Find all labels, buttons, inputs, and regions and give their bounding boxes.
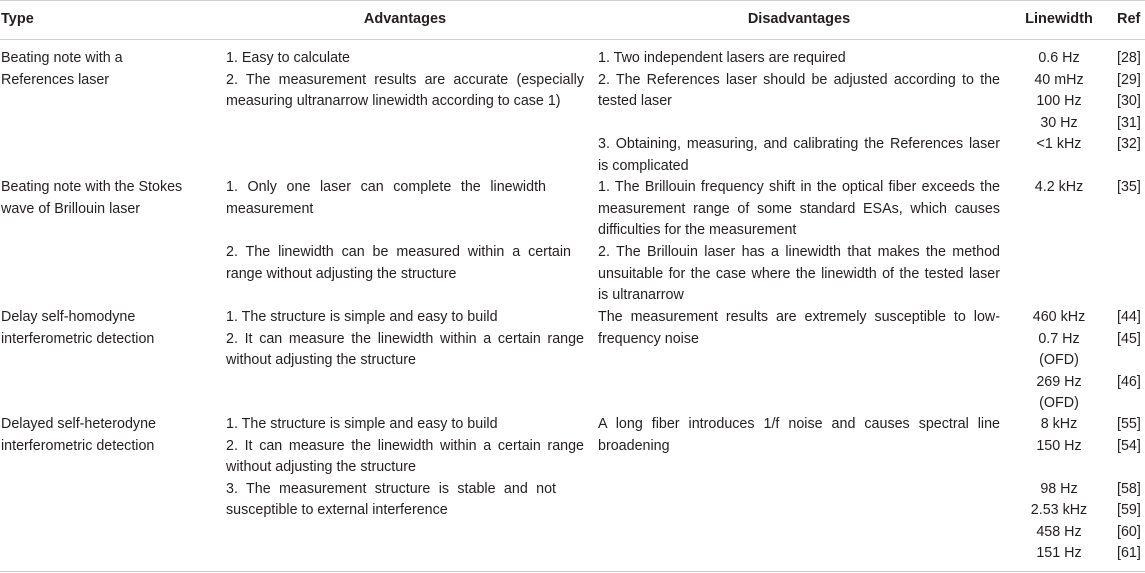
row4-advantage-1: 1. The structure is simple and easy to build <box>226 416 498 432</box>
row4-advantage-2: 2. It can measure the linewidth within a certain range without adjusting the structure <box>226 437 584 475</box>
row4-linewidth-list <box>1015 414 1103 565</box>
row3-disadvantage-1: The measurement results are extremely susceptible to low-frequency noise <box>598 309 1000 347</box>
row3-advantage-2: 2. It can measure the linewidth within a certain range without adjusting the structure <box>226 330 584 368</box>
ref-value: [44] <box>1117 309 1141 325</box>
linewidth-value: 98 Hz <box>1040 480 1078 497</box>
row1-disadvantage-1: 1. Two independent lasers are required <box>598 50 846 66</box>
row4-type: Delayed self-heterodyne interferometric detection <box>1 416 156 454</box>
linewidth-value: <1 kHz <box>1036 136 1082 152</box>
linewidth-value: 0.6 Hz <box>1038 50 1080 66</box>
ref-value: [60] <box>1117 523 1141 540</box>
ref-value: [30] <box>1117 93 1141 109</box>
row4-ref-list <box>1117 414 1141 565</box>
row1-advantage-1: 1. Easy to calculate <box>226 50 350 66</box>
ref-value: [59] <box>1117 502 1141 518</box>
row3-advantage-1: 1. The structure is simple and easy to build <box>226 309 498 325</box>
header-linewidth: Linewidth <box>1025 11 1093 27</box>
row1-type: Beating note with a References laser <box>1 50 123 88</box>
ref-value: [55] <box>1117 416 1141 432</box>
row1-advantage-2: 2. The measurement results are accurate (especially measuring ultranarrow linewidth according to case 1) <box>226 71 584 109</box>
ref-value: [28] <box>1117 50 1141 66</box>
row3-type: Delay self-homodyne interferometric detection <box>1 309 155 347</box>
linewidth-value: 151 Hz <box>1036 545 1082 561</box>
row1-ref-list <box>1117 48 1141 156</box>
linewidth-value: 100 Hz <box>1036 93 1082 109</box>
ref-value: [45] <box>1117 330 1141 347</box>
row2-advantage-1: 1. Only one laser can complete the linewidth measurement <box>226 179 546 217</box>
row4-advantage-3: 3. The measurement structure is stable and not susceptible to external interference <box>226 480 556 518</box>
row1-disadvantage-2: 2. The References laser should be adjusted according to the tested laser <box>598 71 1000 109</box>
row2-linewidth-list <box>1015 177 1103 199</box>
linewidth-value: 8 kHz <box>1040 416 1078 432</box>
linewidth-note: (OFD) <box>1039 395 1079 411</box>
linewidth-value: 269 Hz <box>1036 373 1082 390</box>
row2-ref-list <box>1117 177 1141 199</box>
row3-ref-list <box>1117 307 1141 393</box>
linewidth-value: 30 Hz <box>1040 114 1078 131</box>
linewidth-note: (OFD) <box>1039 352 1079 368</box>
row3-linewidth-list <box>1015 307 1103 415</box>
row2-advantage-2: 2. The linewidth can be measured within a certain range without adjusting the structure <box>226 244 571 282</box>
row2-disadvantage-1: 1. The Brillouin frequency shift in the optical fiber exceeds the measurement range of some standard ESAs, which causes difficulties for the measurement <box>598 179 1000 238</box>
row1-linewidth-list <box>1015 48 1103 156</box>
row1-disadvantage-3: 3. Obtaining, measuring, and calibrating the References laser is complicated <box>598 136 1000 174</box>
row4-disadvantage-1: A long fiber introduces 1/f noise and causes spectral line broadening <box>598 416 1000 454</box>
linewidth-value: 458 Hz <box>1036 523 1082 540</box>
header-advantages: Advantages <box>363 11 447 27</box>
ref-value: [54] <box>1117 437 1141 454</box>
ref-value: [32] <box>1117 136 1141 152</box>
table-top-rule <box>0 0 1145 1</box>
table-bottom-rule <box>0 571 1145 572</box>
ref-value: [31] <box>1117 114 1141 131</box>
header-type: Type <box>1 11 34 27</box>
linewidth-value: 4.2 kHz <box>1034 179 1084 195</box>
ref-value: [46] <box>1117 373 1141 390</box>
ref-value: [61] <box>1117 545 1141 561</box>
row2-disadvantage-2: 2. The Brillouin laser has a linewidth that makes the method unsuitable for the case where the linewidth of the tested laser is ultranarrow <box>598 244 1000 303</box>
table-header-rule <box>0 39 1145 40</box>
row2-type: Beating note with the Stokes wave of Brillouin laser <box>1 179 183 217</box>
ref-value: [35] <box>1117 179 1141 195</box>
header-ref: Ref <box>1117 11 1141 27</box>
linewidth-value: 0.7 Hz <box>1038 330 1080 347</box>
ref-value: [29] <box>1117 71 1141 88</box>
linewidth-value: 150 Hz <box>1036 437 1082 454</box>
ref-value: [58] <box>1117 480 1141 497</box>
linewidth-value: 460 kHz <box>1032 309 1086 325</box>
linewidth-value: 2.53 kHz <box>1030 502 1088 518</box>
linewidth-value: 40 mHz <box>1034 71 1084 88</box>
header-disadvantages: Disadvantages <box>747 11 851 27</box>
